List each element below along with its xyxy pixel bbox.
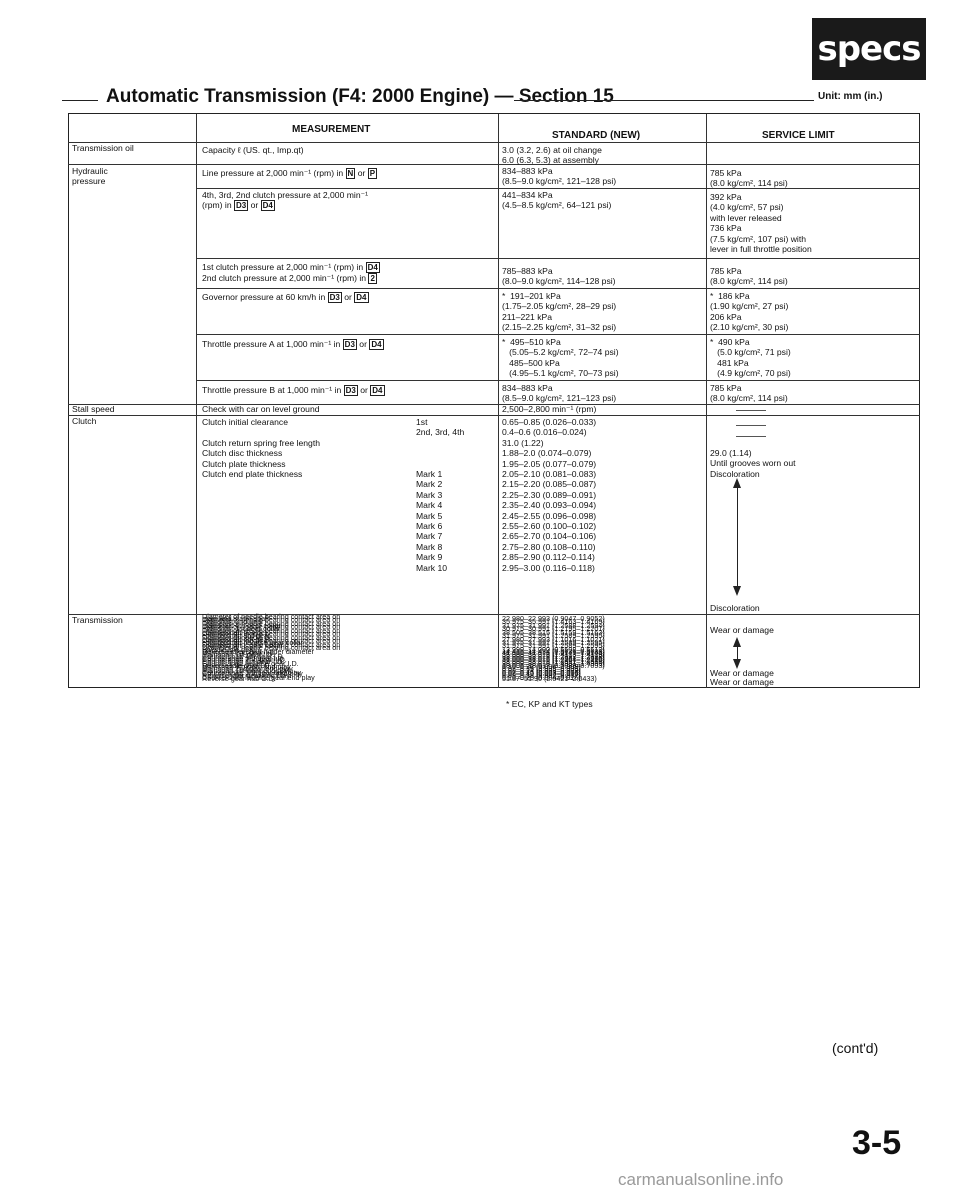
gear-position-box: P	[369, 169, 376, 178]
clutch-pressure-12-standard: 785–883 kPa (8.0–9.0 kg/cm², 114–128 psi)	[502, 266, 616, 287]
measurement-text: Throttle pressure A at 1,000 min⁻¹ in	[202, 339, 343, 349]
category-hydraulic: Hydraulic pressure	[72, 166, 108, 187]
gear-position-box: D3	[236, 201, 247, 211]
gear-position-box: D4	[356, 293, 367, 302]
row-rule	[196, 288, 920, 289]
measurement-text: Governor pressure at 60 km/h in	[202, 292, 328, 302]
gear-position-box: 2	[370, 274, 375, 283]
clutch-pressure-12-measurement	[202, 262, 380, 284]
category-stall-speed: Stall speed	[72, 404, 115, 414]
throttle-pressure-b-measurement	[202, 385, 385, 396]
gear-position-box: D4	[372, 386, 383, 395]
clutch-service-top: 29.0 (1.14) Until grooves worn out Discoloration	[710, 448, 796, 479]
dash-mark	[736, 436, 766, 437]
row-rule	[196, 334, 920, 335]
or-text: or	[341, 292, 355, 302]
or-text: or	[248, 200, 261, 211]
or-text: or	[355, 168, 368, 178]
clutch-pressure-234-service: 392 kPa (4.0 kg/cm², 57 psi) with lever released 736 kPa (7.5 kg/cm², 107 psi) with lever in full throttle position	[710, 192, 812, 255]
continued-label: (cont'd)	[832, 1040, 879, 1056]
range-arrow-line	[737, 645, 738, 659]
clutch-pressure-234-standard: 441–834 kPa (4.5–8.5 kg/cm², 64–121 psi)	[502, 190, 612, 211]
category-transmission-oil: Transmission oil	[72, 143, 134, 153]
transmission-service-mid: Wear or damage	[710, 668, 774, 678]
transmission-standard: 22.980–22.993 (0.9047–0.9052) 35.975–35.991 (1.4163–1.4169) 31.975–31.991 (1.2588–1.2594) 30.975–30.991 (1.2195–1.2201) 38.505–38.515 (1.5159–1.5163) 31.975–31.991 (1.2589–1.2595) 27.980–27.993 (1.1016–1.1021) 31.975–31.991 (1.2589–1.2595) 31.975–31.991 (1.2589–1.2595) 13.990–14.000 (0.5508–0.5512) 14.416–14.434 (0.5676–0.5683) 41.000–41.016 (1.6141–1.6148) 36.000–36.016 (1.4173–1.4179) 33.000–33.016 (1.2992–1.2998) 38.000–38.016 (1.4961–1.4966) 31.000–31.016 (1.2204–1.2210) 38.000–38.016 (1.4961–1.4966) 38.000–38.016 (1.4961–1.4966) 18.006–18.017 (0.7089–0.7093) 0.10–0.22 (0.004–0.009) 0.07–0.15 (0.003–0.006) 0.08–0.24 (0.003–0.009) 0.07–0.15 (0.003–0.006) 0.08–0.40 (0.003–0.016) 0.05–0.18 (0.002–0.007) 0.10–0.25 (0.004–0.016) 51.87–51.90 (2.0421–2.0433)	[502, 613, 605, 684]
col-divider	[498, 114, 499, 688]
gear-position-box: D4	[367, 263, 378, 272]
or-text: or	[356, 339, 370, 349]
governor-pressure-standard: * 191–201 kPa (1.75–2.05 kg/cm², 28–29 psi) 211–221 kPa (2.15–2.25 kg/cm², 31–32 psi)	[502, 291, 617, 333]
gear-position-box: D4	[262, 201, 273, 211]
clutch-marks: 1st 2nd, 3rd, 4th Mark 1 Mark 2 Mark 3 Mark 4 Mark 5 Mark 6 Mark 7 Mark 8 Mark 9 Mark 10	[416, 417, 465, 573]
title-rule-left	[62, 100, 98, 101]
measurement-text: 2nd clutch pressure at 2,000 min⁻¹ (rpm) in	[202, 273, 369, 283]
page-number: 3-5	[852, 1124, 902, 1162]
or-text: or	[357, 385, 371, 395]
throttle-pressure-a-standard: * 495–510 kPa (5.05–5.2 kg/cm², 72–74 psi) 485–500 kPa (4.95–5.1 kg/cm², 70–73 psi)	[502, 337, 619, 379]
specs-logo: specs	[812, 18, 926, 80]
arrow-down-icon	[733, 586, 741, 596]
oil-standard: 3.0 (3.2, 2.6) at oil change 6.0 (6.3, 5.3) at assembly	[502, 145, 602, 166]
clutch-standard: 0.65–0.85 (0.026–0.033) 0.4–0.6 (0.016–0.024) 31.0 (1.22) 1.88–2.0 (0.074–0.079) 1.95–2.05 (0.077–0.079) 2.05–2.10 (0.081–0.083) 2.15–2.20 (0.085–0.087) 2.25–2.30 (0.089–0.091) 2.35–2.40 (0.093–0.094) 2.45–2.55 (0.096–0.098) 2.55–2.60 (0.100–0.102) 2.65–2.70 (0.104–0.106) 2.75–2.80 (0.108–0.110) 2.85–2.90 (0.112–0.114) 2.95–3.00 (0.116–0.118)	[502, 417, 597, 573]
measurement-text: 1st clutch pressure at 2,000 min⁻¹ (rpm) in	[202, 262, 366, 272]
oil-measurement: Capacity ℓ (US. qt., Imp.qt)	[202, 145, 304, 155]
line-pressure-service: 785 kPa (8.0 kg/cm², 114 psi)	[710, 168, 788, 189]
stall-speed-measurement: Check with car on level ground	[202, 404, 320, 414]
throttle-pressure-b-service: 785 kPa (8.0 kg/cm², 114 psi)	[710, 383, 788, 404]
throttle-pressure-a-service: * 490 kPa (5.0 kg/cm², 71 psi) 481 kPa (4.9 kg/cm², 70 psi)	[710, 337, 791, 379]
row-rule	[196, 258, 920, 259]
transmission-service-bottom: Wear or damage	[710, 677, 774, 687]
measurement-text: 4th, 3rd, 2nd clutch pressure at 2,000 min⁻¹ (rpm) in	[202, 190, 368, 211]
throttle-pressure-a-measurement	[202, 339, 384, 350]
clutch-service-bottom: Discoloration	[710, 603, 760, 613]
page-title: Automatic Transmission (F4: 2000 Engine) — Section 15	[106, 86, 614, 107]
gear-position-box: N	[347, 169, 354, 178]
clutch-pressure-234-measurement	[202, 190, 368, 211]
measurement-text: Throttle pressure B at 1,000 min⁻¹ in	[202, 385, 344, 395]
category-transmission: Transmission	[72, 615, 123, 625]
row-rule	[68, 164, 920, 165]
governor-pressure-measurement	[202, 292, 369, 303]
header-standard: STANDARD (NEW)	[552, 130, 641, 141]
throttle-pressure-b-standard: 834–883 kPa (8.5–9.0 kg/cm², 121–123 psi)	[502, 383, 617, 404]
col-divider	[706, 114, 707, 688]
governor-pressure-service: * 186 kPa (1.90 kg/cm², 27 psi) 206 kPa (2.10 kg/cm², 30 psi)	[710, 291, 789, 333]
clutch-pressure-12-service: 785 kPa (8.0 kg/cm², 114 psi)	[710, 266, 788, 287]
header-rule	[68, 142, 920, 143]
line-pressure-standard: 834–883 kPa (8.5–9.0 kg/cm², 121–128 psi)	[502, 166, 617, 187]
gear-position-box: D3	[345, 386, 356, 395]
footnote: * EC, KP and KT types	[506, 699, 593, 709]
row-rule	[196, 188, 920, 189]
measurement-text: Line pressure at 2,000 min⁻¹ (rpm) in	[202, 168, 346, 178]
row-rule	[68, 614, 920, 615]
gear-position-box: D3	[344, 340, 355, 349]
header-measurement: MEASUREMENT	[292, 124, 371, 135]
transmission-measurement: Diameter of needle bearing contact area on main and stator shaft Diameter of needle bearing contact area on mainshaft 2nd gear Diameter of needle bearing contact area on mainshaft 4th gear collar Diameter of needle bearing contact area on mainshaft 1st gear collar Diameter of needle bearing contact area on countershaft (L side) Diameter of needle bearing contact area on countershaft 3rd gear Diameter of needle bearing contact area on countershaft 4th gear Diameter of needle bearing contact area on countershaft reverse gear collar Diameter of needle bearing contact area on countershaft L gear collar Diameter of needle bearing contact area on reverse idle gear Reverse idler shaft holder diameter Mainshaft 2nd gear I.D. Mainshaft 1st gear I.D. Countershaft 4th gear I.D. Countershaft 3rd gear I.D. Countershaft 2nd gear I.D. Countershaft 1st gear I.D. Countershaft reverse gear I.D. Reverse idle gear I.D. Mainshaft 4th gear end play Mainshaft 2nd gear end play Mainshaft 1st gear end play Countershaft 3rd gear end play Countershaft 2nd gear end play Reverse idler gear end play Countershaft reverse gear end play Reverse gear hub O.D.	[202, 612, 341, 684]
dash-mark	[736, 410, 766, 411]
gear-position-box: D3	[329, 293, 340, 302]
col-divider	[196, 114, 197, 688]
line-pressure-measurement	[202, 168, 377, 179]
watermark: carmanualsonline.info	[618, 1170, 784, 1189]
stall-speed-standard: 2,500–2,800 min⁻¹ (rpm)	[502, 404, 597, 414]
unit-label: Unit: mm (in.)	[818, 91, 883, 102]
title-rule-right	[514, 100, 814, 101]
gear-position-box: D4	[371, 340, 382, 349]
clutch-measurement: Clutch initial clearance Clutch return spring free length Clutch disc thickness Clutch plate thickness Clutch end plate thickness	[202, 417, 320, 480]
row-rule	[196, 380, 920, 381]
header-service: SERVICE LIMIT	[762, 130, 835, 141]
range-arrow-line	[737, 486, 738, 586]
row-rule	[68, 404, 920, 405]
category-clutch: Clutch	[72, 416, 97, 426]
row-rule	[68, 415, 920, 416]
transmission-service-top: Wear or damage	[710, 625, 774, 635]
dash-mark	[736, 425, 766, 426]
